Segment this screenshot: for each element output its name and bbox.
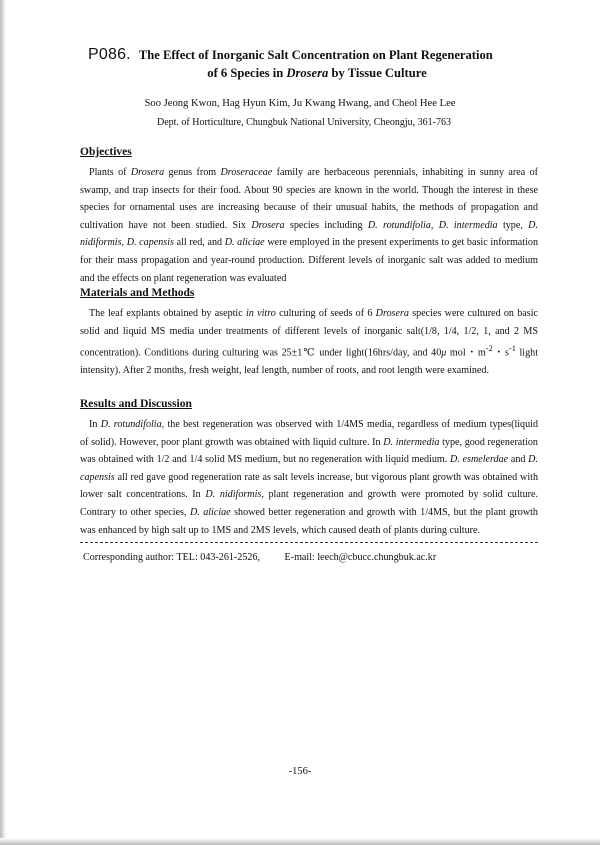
section-heading-methods: Materials and Methods xyxy=(80,287,195,299)
affiliation: Dept. of Horticulture, Chungbuk National University, Cheongju, 361-763 xyxy=(156,117,452,128)
email-address: E-mail: leech@cbucc.chungbuk.ac.kr xyxy=(284,552,437,563)
section-results xyxy=(80,398,538,539)
title-line-2: of 6 Species in Drosera by Tissue Culture xyxy=(207,66,427,80)
poster-code: P086. xyxy=(88,46,131,63)
section-heading-objectives: Objectives xyxy=(80,146,132,158)
title-line-1: The Effect of Inorganic Salt Concentration on Plant Regeneration xyxy=(138,48,493,62)
methods-paragraph: The leaf explants obtained by aseptic in vitro culturing of seeds of 6 Drosera species were cultured on basic solid and liquid MS media under treatments of different levels of inorganic salt(1/8, 1/4, 1/2, 1, and 2 MS concentration). Conditions during culturing was 25±1℃ under light(16hrs/day, and 40μ mol・$m^{-2}$・$s^{-1}$ light intensity). After 2 months, fresh weight, leaf length, number of roots, and root length were examined. xyxy=(80,308,539,377)
section-objectives xyxy=(80,146,538,287)
title-block xyxy=(88,46,538,81)
scan-edge-bottom xyxy=(0,838,600,845)
page-number: -156- xyxy=(288,766,312,777)
corresponding-label: Corresponding author: xyxy=(83,552,175,563)
author-list: Soo Jeong Kwon, Hag Hyun Kim, Ju Kwang Hwang, and Cheol Hee Lee xyxy=(144,98,456,109)
objectives-paragraph: Plants of Drosera genus from Droseraceae family are herbaceous perennials, inhabiting in sunny area of swamp, and trap insects for their food. About 90 species are known in the world. Though the interest in these species for ornamental uses are increasing because of their unusual habits, the methods of propagation and cultivation have not been studied. Six Drosera species including D. rotundifolia, D. intermedia type, D. nidiformis, D. capensis all red, and D. aliciae were employed in the present experiments to get basic information for their mass propagation and year-round production. Different levels of inorganic salt was added to medium and the effects on plant regeneration was evaluated xyxy=(80,167,538,284)
dashed-divider xyxy=(80,542,538,543)
section-heading-results: Results and Discussion xyxy=(80,398,192,410)
corresponding-author xyxy=(83,552,436,563)
phone-number: TEL: 043-261-2526, xyxy=(176,552,261,563)
section-methods xyxy=(80,287,538,380)
results-paragraph: In D. rotundifolia, the best regeneration was observed with 1/4MS media, regardless of medium types(liquid of solid). However, poor plant growth was obtained with liquid culture. In D. intermedia type, good regeneration was obtained with 1/2 and 1/4 solid MS medium, but no regeneration with liquid medium. D. esmelerdae and D. capensis all red gave good regeneration rate as salt levels increase, but vigorous plant growth was obtained with lower salt concentrations. In D. nidiformis, plant regeneration and growth were promoted by solid culture. Contrary to other species, D. aliciae showed better regeneration and growth with 1/4MS, but the plant growth was enhanced by high salt up to 1MS and 2MS levels, which caused death of plants during culture. xyxy=(80,419,538,536)
